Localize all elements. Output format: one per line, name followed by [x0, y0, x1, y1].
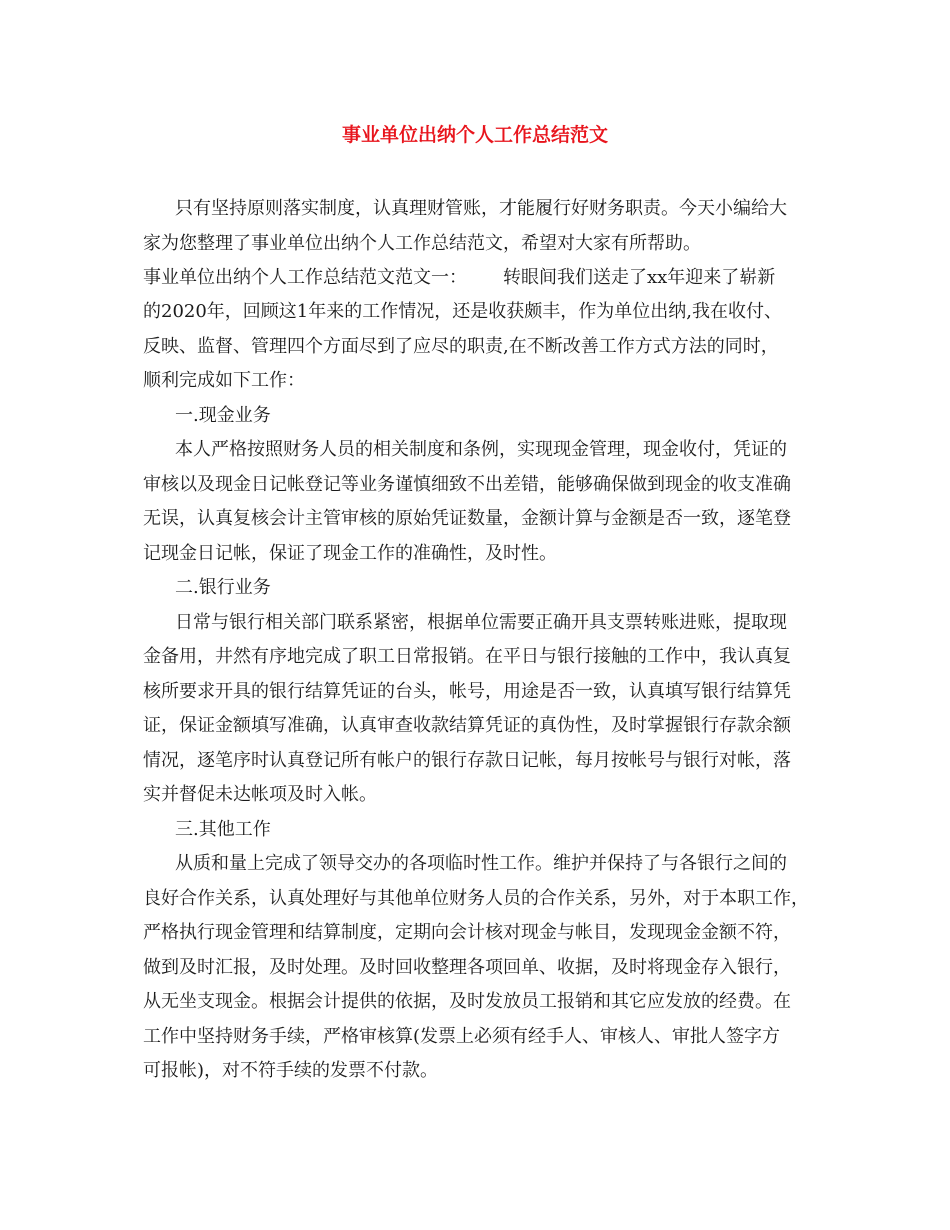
section1-line-3: 无误，认真复核会计主管审核的原始凭证数量，金额计算与金额是否一致，逐笔登 [143, 508, 791, 529]
section2-line-5: 情况，逐笔序时认真登记所有帐户的银行存款日记帐，每月按帐号与银行对帐，落 [143, 750, 791, 771]
section3-line-4: 做到及时汇报，及时处理。及时回收整理各项回单、收据，及时将现金存入银行， [143, 957, 791, 978]
intro-line-1: 只有坚持原则落实制度，认真理财管账，才能履行好财务职责。今天小编给大 [175, 198, 787, 219]
section3-line-6: 工作中坚持财务手续，严格审核算(发票上必须有经手人、审核人、审批人签字方 [143, 1026, 781, 1047]
section2-line-2: 金备用，井然有序地完成了职工日常报销。在平日与银行接触的工作中，我认真复 [143, 646, 791, 667]
section1-line-4: 记现金日记帐，保证了现金工作的准确性，及时性。 [143, 543, 557, 564]
section1-line-1: 本人严格按照财务人员的相关制度和条例，实现现金管理，现金收付，凭证的 [175, 439, 787, 460]
opening-line-2: 的2020年，回顾这1年来的工作情况，还是收获颇丰，作为单位出纳,我在收付、 [143, 301, 782, 322]
section1-line-2: 审核以及现金日记帐登记等业务谨慎细致不出差错，能够确保做到现金的收支准确 [143, 474, 791, 495]
opening-line-4: 顺利完成如下工作： [143, 370, 305, 391]
section3-line-2: 良好合作关系，认真处理好与其他单位财务人员的合作关系，另外，对于本职工作， [143, 888, 809, 909]
intro-line-2: 家为您整理了事业单位出纳个人工作总结范文，希望对大家有所帮助。 [143, 233, 701, 254]
section3-line-1: 从质和量上完成了领导交办的各项临时性工作。维护并保持了与各银行之间的 [175, 853, 787, 874]
section-heading-bank: 二.银行业务 [175, 577, 271, 598]
sample-heading: 事业单位出纳个人工作总结范文范文一： [143, 267, 467, 288]
section2-line-3: 核所要求开具的银行结算凭证的台头，帐号，用途是否一致，认真填写银行结算凭 [143, 681, 791, 702]
section3-line-3: 严格执行现金管理和结算制度，定期向会计核对现金与帐目，发现现金金额不符， [143, 922, 791, 943]
document-title: 事业单位出纳个人工作总结范文 [341, 124, 608, 146]
section2-line-1: 日常与银行相关部门联系紧密，根据单位需要正确开具支票转账进账，提取现 [175, 612, 787, 633]
section-heading-other: 三.其他工作 [175, 819, 271, 840]
sample-heading-line [143, 264, 775, 292]
section-heading-cash: 一.现金业务 [175, 405, 271, 426]
opening-line-1: 转眼间我们送走了xx年迎来了崭新 [503, 267, 776, 288]
section3-line-7: 可报帐)，对不符手续的发票不付款。 [143, 1060, 439, 1081]
opening-line-3: 反映、监督、管理四个方面尽到了应尽的职责,在不断改善工作方式方法的同时， [143, 336, 779, 357]
section3-line-5: 从无坐支现金。根据会计提供的依据，及时发放员工报销和其它应发放的经费。在 [143, 991, 791, 1012]
section2-line-4: 证，保证金额填写准确，认真审查收款结算凭证的真伪性，及时掌握银行存款余额 [143, 715, 791, 736]
section2-line-6: 实并督促未达帐项及时入帐。 [143, 784, 377, 805]
